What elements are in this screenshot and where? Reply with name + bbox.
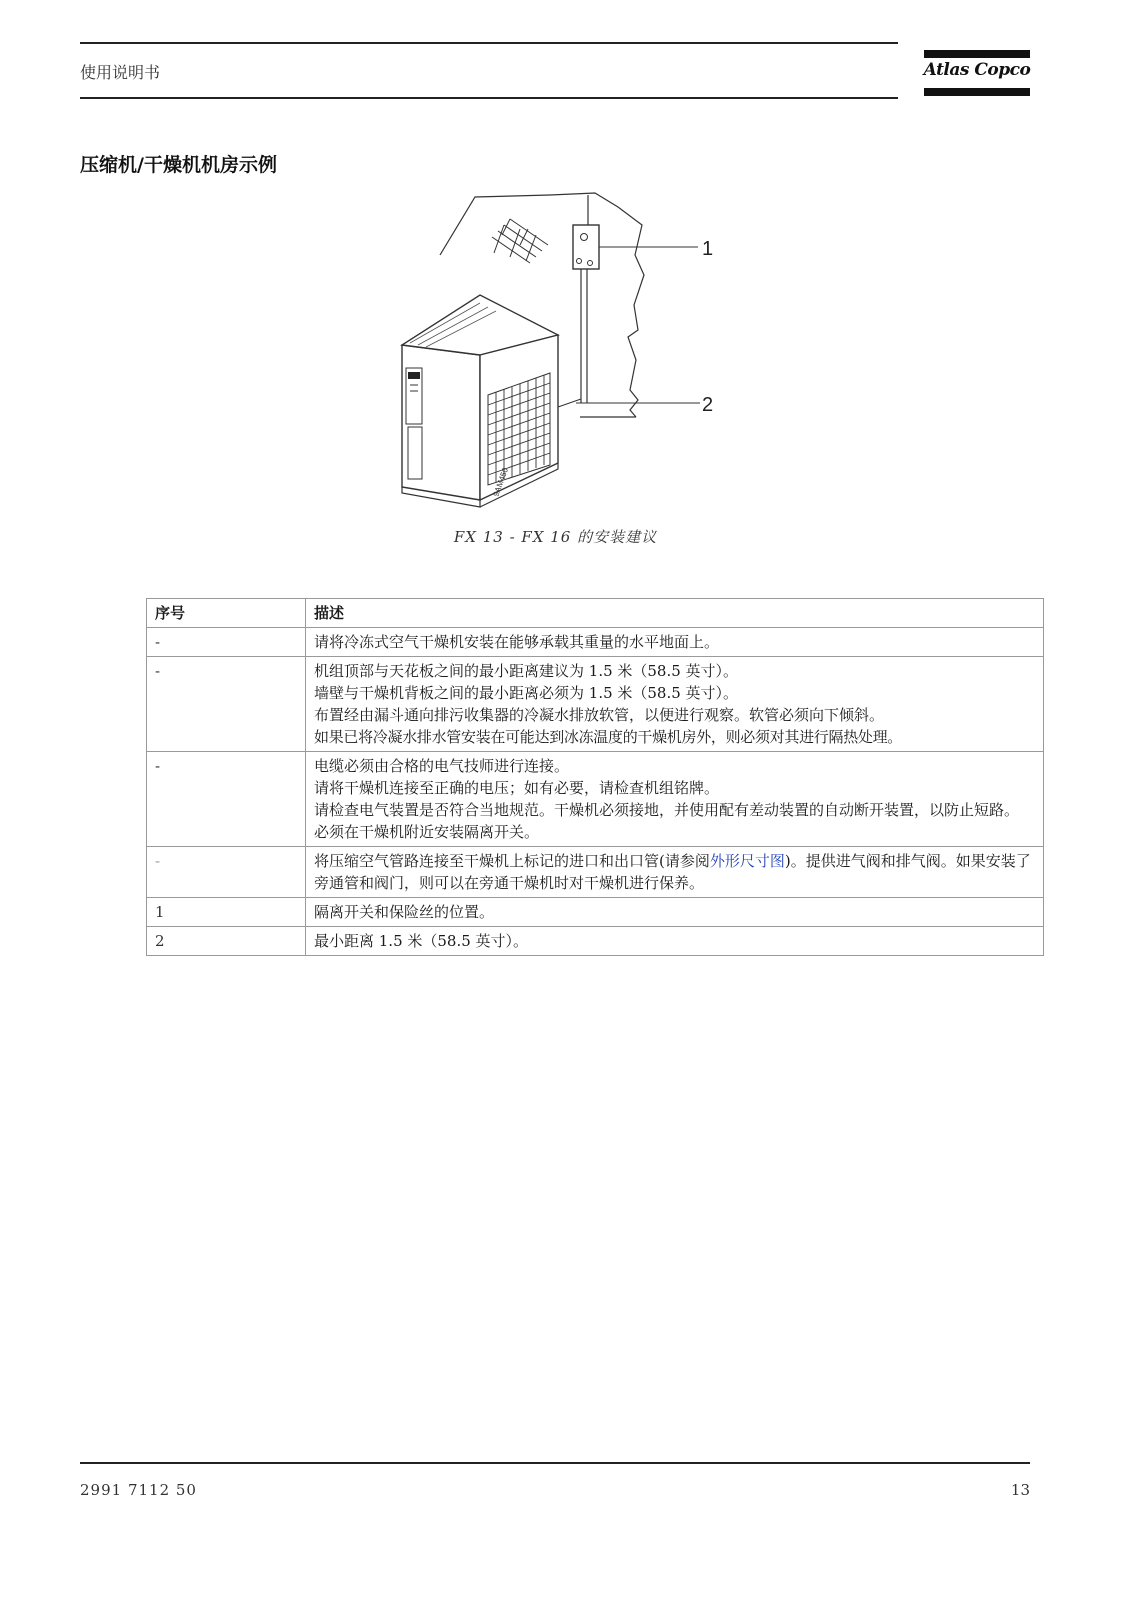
part-code: 9AM450 [491,466,511,498]
description-line: 布置经由漏斗通向排污收集器的冷凝水排放软管，以便进行观察。软管必须向下倾斜。 [314,706,885,724]
logo-bar-top [924,50,1030,58]
description-line: 电缆必须由合格的电气技师进行连接。 [314,757,570,775]
header-index: 序号 [147,599,306,628]
logo-wordmark: Atlas Copco [923,60,1031,80]
header-rule-top [80,42,898,44]
description-line: 机组顶部与天花板之间的最小距离建议为 1.5 米（58.5 英寸）。 [314,662,739,680]
callout-1-label: 1 [702,238,714,260]
table-row [147,927,1044,956]
description-line: 墙壁与干燥机背板之间的最小距离必须为 1.5 米（58.5 英寸）。 [314,684,739,702]
table-row [147,847,1044,898]
row-index: - [147,847,306,898]
row-description [306,657,1044,752]
header-rule-bottom [80,97,898,99]
description-text: 将压缩空气管路连接至干燥机上标记的进口和出口管(请参阅 [314,852,710,870]
dryer-installation-figure [380,185,730,515]
row-index: - [147,657,306,752]
row-index: 2 [147,927,306,956]
table-row [147,657,1044,752]
section-title: 压缩机/干燥机机房示例 [80,154,277,176]
description-line: 必须在干燥机附近安装隔离开关。 [314,823,540,841]
row-description [306,752,1044,847]
row-index: - [147,628,306,657]
row-description [306,847,1044,898]
description-line: 隔离开关和保险丝的位置。 [314,903,495,921]
display-icon [408,372,420,379]
callout-2-label: 2 [702,394,714,416]
table-row [147,898,1044,927]
description-line: 请将干燥机连接至正确的电压；如有必要，请检查机组铭牌。 [314,779,720,797]
row-description [306,628,1044,657]
table-row [147,752,1044,847]
description-line: 请将冷冻式空气干燥机安装在能够承载其重量的水平地面上。 [314,633,720,651]
page-number: 13 [1010,1481,1030,1499]
document-number: 2991 7112 50 [80,1481,197,1499]
description-text: )。提供进气阀和排气阀。如果安装了旁通管和阀门，则可以在旁通干燥机时对干燥机进行保养。 [314,852,1031,892]
table-row [147,628,1044,657]
footer-rule [80,1462,1030,1464]
logo-bar-bottom [924,88,1030,96]
brick-pattern [492,219,548,263]
front-door [408,427,422,479]
description-line: 请检查电气装置是否符合当地规范。干燥机必须接地，并使用配有差动装置的自动断开装置，以防止短路。 [314,801,1020,819]
description-line: 最小距离 1.5 米（58.5 英寸）。 [314,932,529,950]
table-header-row [147,599,1044,628]
row-description [306,898,1044,927]
row-index: 1 [147,898,306,927]
figure-caption: FX 13 - FX 16 的安装建议 [453,528,658,546]
header-title: 使用说明书 [80,63,161,82]
row-index: - [147,752,306,847]
row-description [306,927,1044,956]
installation-table [146,598,1044,956]
atlas-copco-logo [922,50,1032,100]
dimension-drawing-link[interactable]: 外形尺寸图 [709,852,785,870]
header-description: 描述 [306,599,1044,628]
description-line: 如果已将冷凝水排水管安装在可能达到冰冻温度的干燥机房外，则必须对其进行隔热处理。 [314,728,903,746]
